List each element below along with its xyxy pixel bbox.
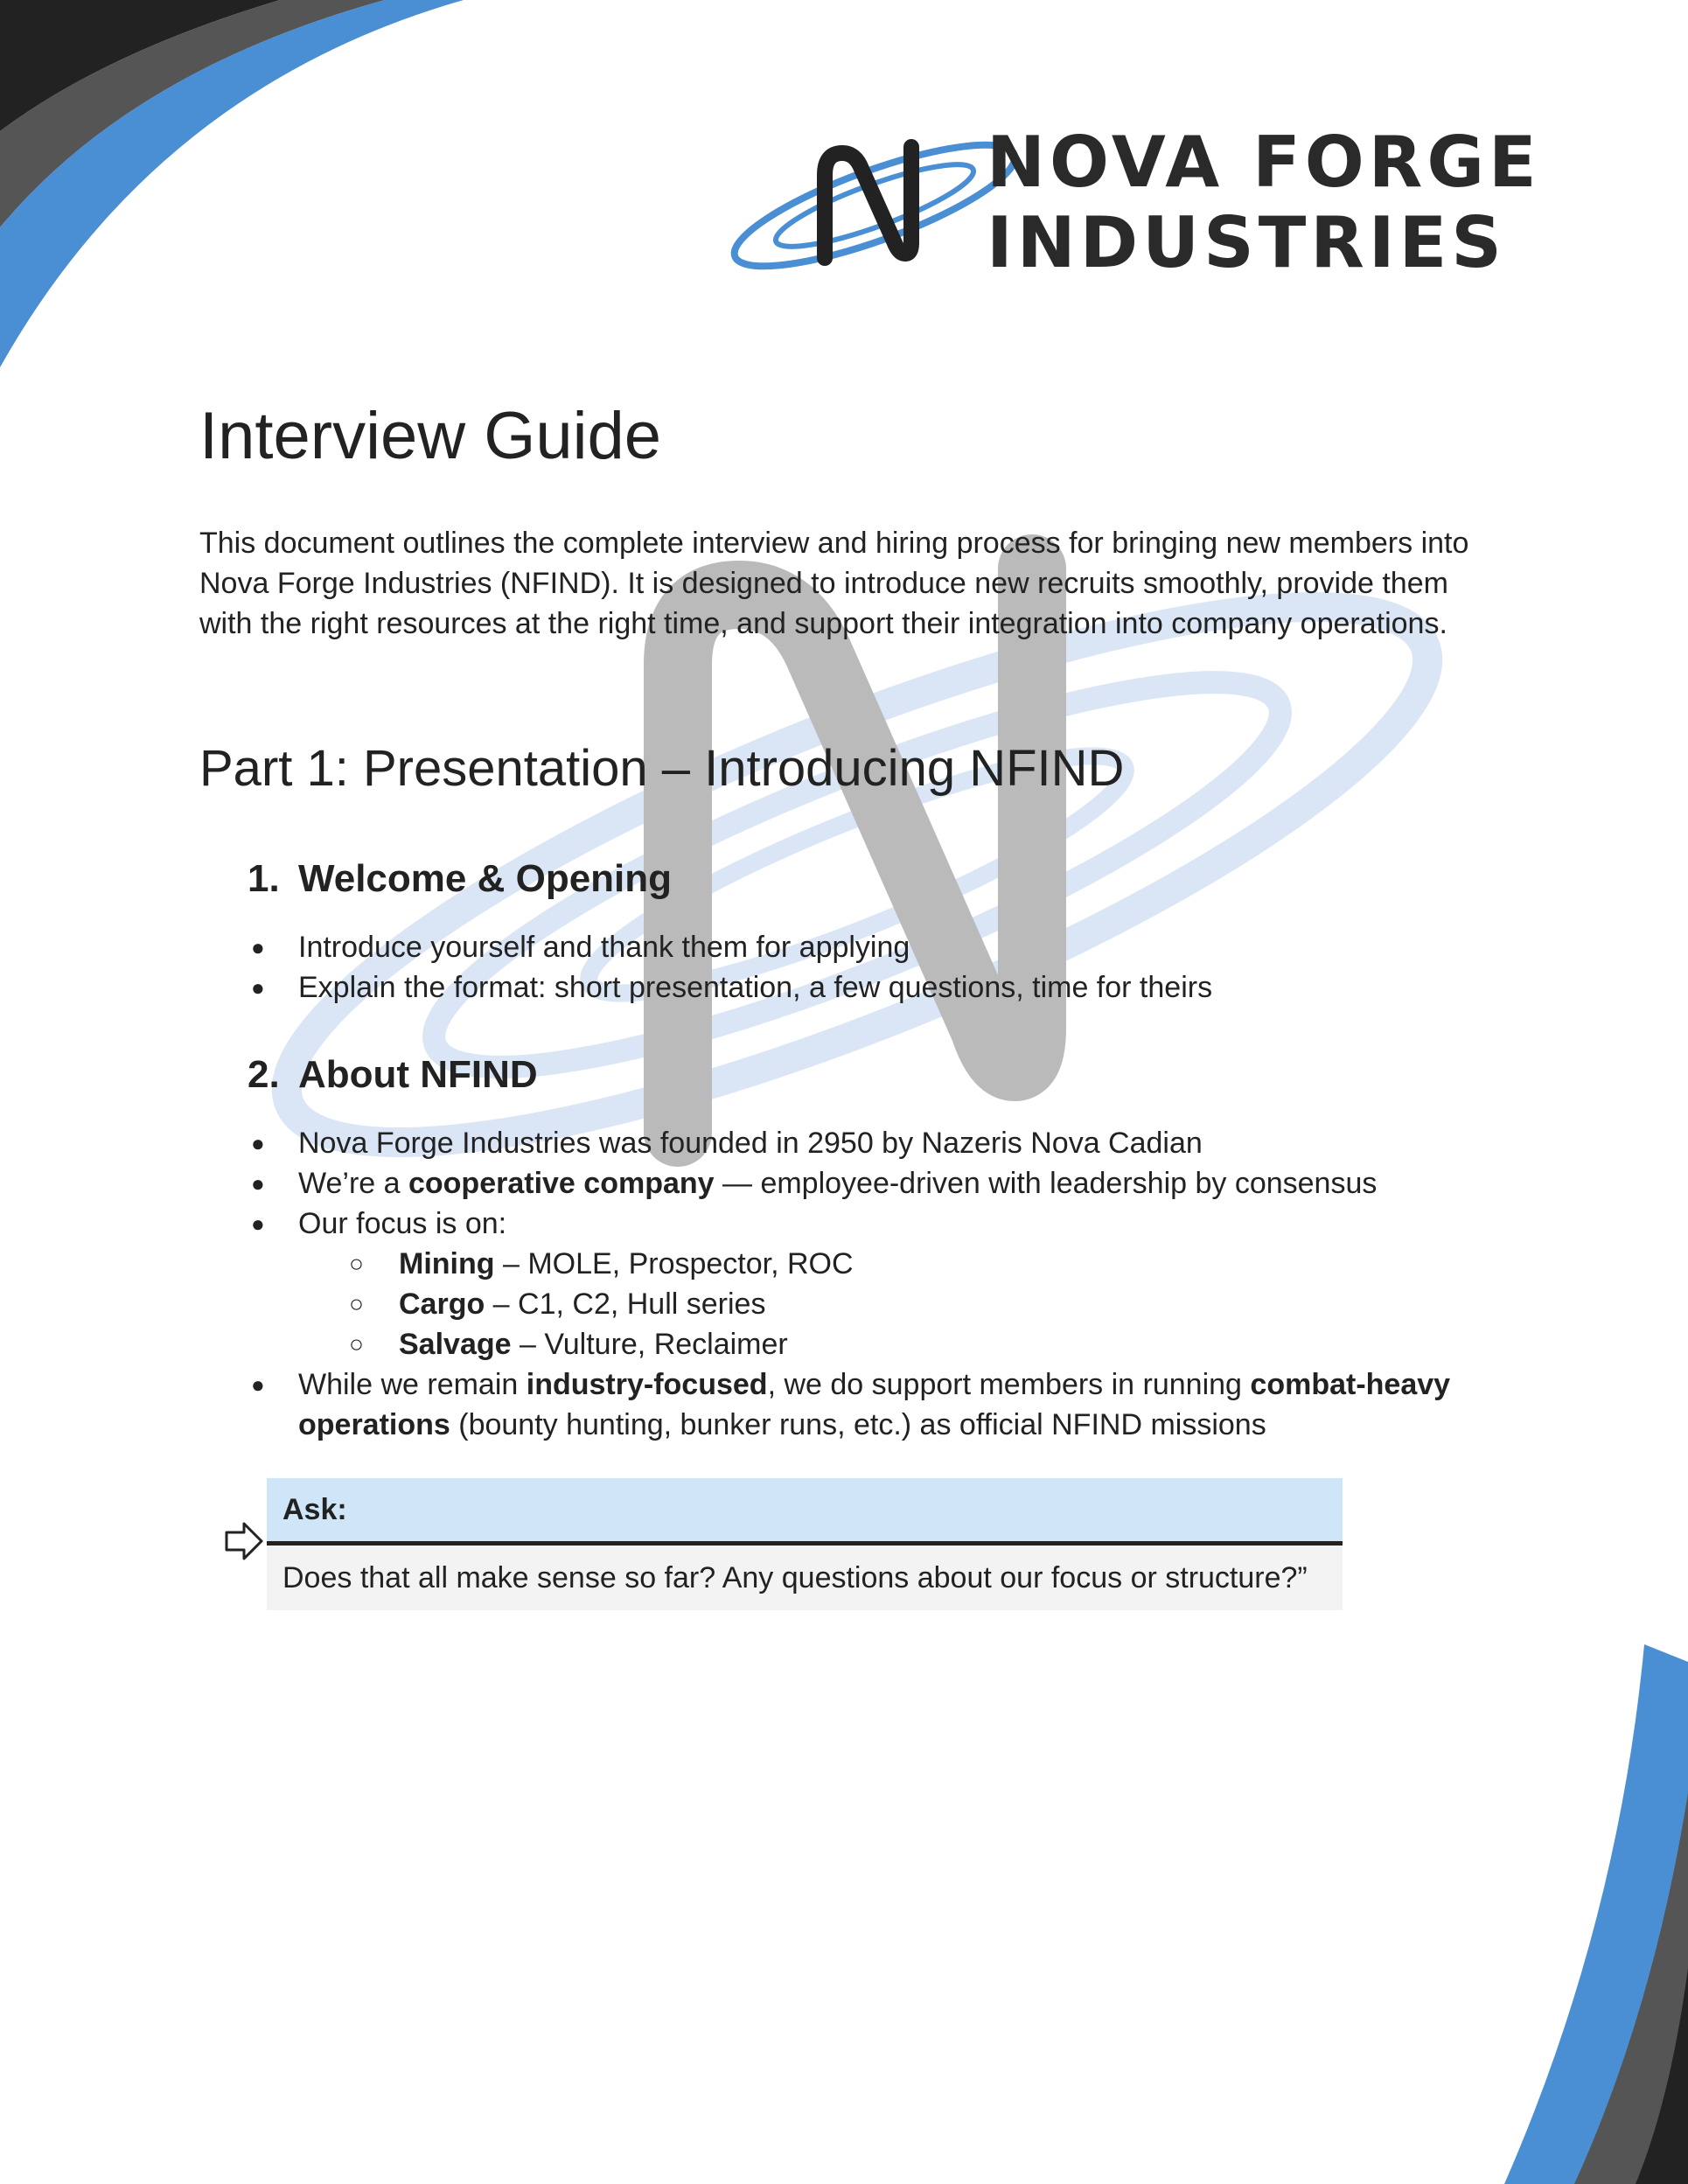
list-item-text: Introduce yourself and thank them for applying — [298, 931, 910, 964]
focus-list — [298, 1244, 1507, 1364]
ask-callout — [267, 1478, 1343, 1610]
focus-item — [298, 1284, 1507, 1324]
sub-bullet-icon: ○ — [349, 1290, 364, 1317]
part1-heading: Part 1: Presentation – Introducing NFIND — [199, 740, 1125, 797]
top-left-swoosh — [0, 0, 464, 367]
list-item-text: Our focus is on: — [298, 1207, 507, 1240]
ask-label: Ask: — [267, 1478, 1343, 1546]
list-item-text: While we remain — [298, 1368, 527, 1401]
list-item — [248, 1204, 1507, 1364]
section1-title: Welcome & Opening — [298, 857, 673, 900]
section2-heading — [248, 1053, 538, 1097]
section1-list — [248, 927, 1507, 1008]
sub-bullet-icon: ○ — [349, 1250, 364, 1277]
list-item — [248, 927, 1507, 967]
sub-bullet-icon: ○ — [349, 1330, 364, 1357]
focus-item — [298, 1244, 1507, 1284]
section1-heading — [248, 857, 672, 901]
brand-wordmark — [987, 122, 1541, 283]
list-item-text: , we do support members in running — [767, 1368, 1251, 1401]
list-item-text: — employee-driven with leadership by consensus — [714, 1167, 1378, 1200]
list-item-text: (bounty hunting, bunker runs, etc.) as official NFIND missions — [450, 1408, 1266, 1441]
section2-list — [248, 1123, 1507, 1445]
ask-question: Does that all make sense so far? Any questions about our focus or structure?” — [267, 1546, 1343, 1610]
list-item — [248, 1123, 1507, 1163]
list-item — [248, 1163, 1507, 1204]
list-item — [248, 967, 1507, 1008]
section1-number: 1. — [248, 857, 280, 900]
logo-mark — [723, 122, 1027, 289]
brand-line-2: INDUSTRIES — [987, 202, 1506, 283]
section2-title: About NFIND — [298, 1053, 538, 1096]
bullet-icon: ● — [251, 1130, 265, 1156]
focus-item — [298, 1324, 1507, 1364]
brand-line-1: NOVA FORGE — [987, 122, 1541, 203]
bottom-right-swoosh — [1504, 1644, 1688, 2184]
focus-detail: – MOLE, Prospector, ROC — [494, 1247, 854, 1280]
list-item — [248, 1364, 1507, 1445]
emphasis-text: combat-heavy operations — [298, 1368, 1451, 1441]
focus-detail: – Vulture, Reclaimer — [511, 1328, 788, 1361]
page-title: Interview Guide — [199, 399, 662, 473]
bullet-icon: ● — [251, 974, 265, 1001]
focus-name: Cargo — [399, 1287, 485, 1321]
emphasis-text: industry-focused — [526, 1368, 768, 1401]
arrow-right-icon — [223, 1520, 267, 1564]
section2-number: 2. — [248, 1053, 280, 1096]
bullet-icon: ● — [251, 1170, 265, 1197]
focus-name: Mining — [399, 1247, 495, 1280]
focus-detail: – C1, C2, Hull series — [485, 1287, 766, 1321]
bullet-icon: ● — [251, 1211, 265, 1237]
list-item-text: Explain the format: short presentation, a few questions, time for theirs — [298, 971, 1213, 1004]
focus-name: Salvage — [399, 1328, 512, 1361]
list-item-text: We’re a — [298, 1167, 408, 1200]
bullet-icon: ● — [251, 934, 265, 960]
list-item-text: Nova Forge Industries was founded in 2950 by Nazeris Nova Cadian — [298, 1127, 1203, 1160]
emphasis-text: cooperative company — [408, 1167, 715, 1200]
bullet-icon: ● — [251, 1371, 265, 1398]
intro-paragraph: This document outlines the complete interview and hiring process for bringing new members into Nova Forge Industries (NFIND). It is designed to introduce new recruits smoothly, provide them with the right resources at the right time, and support their integration into company operations. — [199, 527, 1469, 640]
